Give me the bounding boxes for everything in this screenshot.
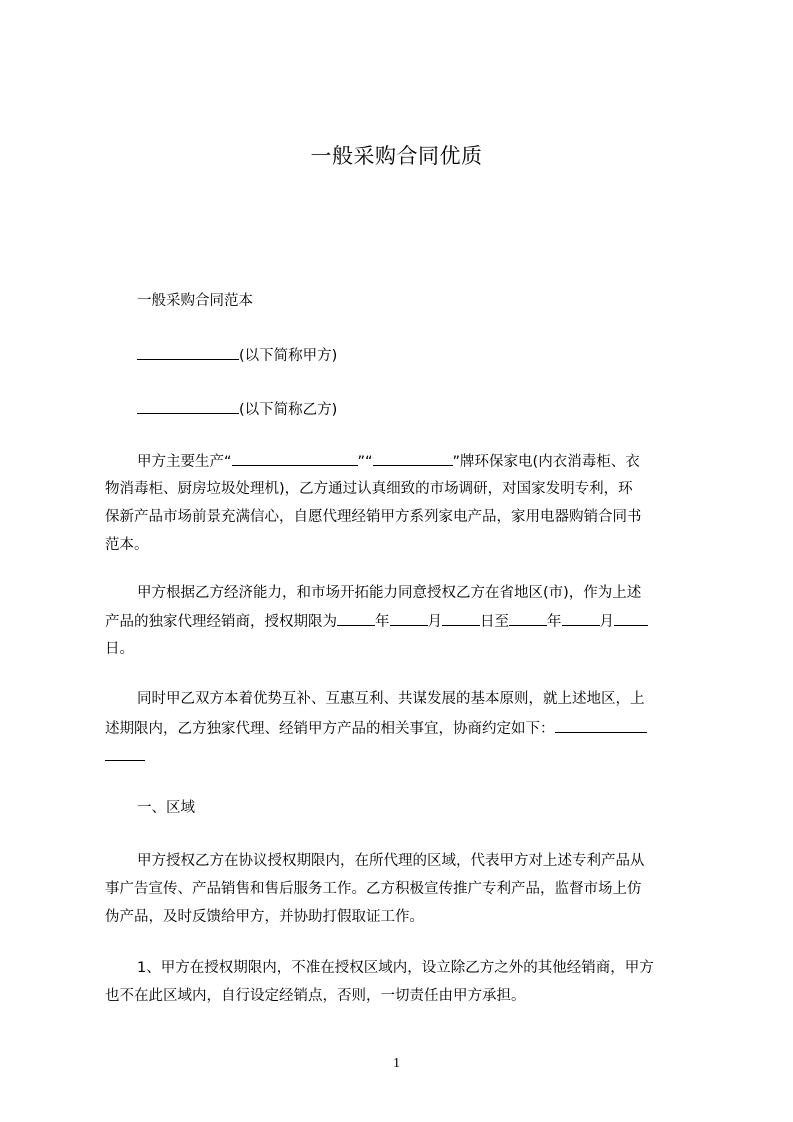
para2-line1: 甲方根据乙方经济能力，和市场开拓能力同意授权乙方在省地区(市)，作为上述 (137, 585, 642, 601)
para2-line2: 产品的独家代理经销商，授权期限为 年 月 日至 年 月 (105, 611, 699, 632)
end-year-blank (509, 611, 547, 626)
para3-line3 (105, 746, 699, 767)
start-year-blank (337, 611, 375, 626)
para3-line1: 同时甲乙双方本着优势互补、互惠互利、共谋发展的基本原则，就上述地区，上 (137, 691, 645, 707)
brand-blank (373, 451, 453, 466)
party-b-blank (137, 399, 239, 414)
para1-line1: 甲方主要生产“ ”“ ”牌环保家电(内衣消毒柜、衣 (137, 451, 731, 472)
party-a-line: (以下简称甲方) (137, 345, 731, 366)
start-month-blank (390, 611, 428, 626)
end-day-blank (614, 611, 648, 626)
para4-line2: 事广告宣传、产品销售和售后服务工作。乙方积极宣传推广专利产品，监督市场上仿 (105, 881, 642, 897)
party-a-blank (137, 345, 239, 360)
para1-line3: 保新产品市场前景充满信心，自愿代理经销甲方系列家电产品，家用电器购销合同书 (105, 509, 642, 525)
agreement-blank (555, 718, 647, 733)
para5-line1: 1、甲方在授权期限内，不准在授权区域内，设立除乙方之外的其他经销商，甲方 (137, 960, 654, 976)
para3-line2: 述期限内，乙方独家代理、经销甲方产品的相关事宜，协商约定如下： (105, 718, 699, 739)
para5-line2: 也不在此区域内，自行设定经销点，否则，一切责任由甲方承担。 (105, 988, 526, 1004)
para2-line3: 日。 (105, 641, 134, 657)
agreement-blank-cont (105, 746, 145, 761)
para4-line1: 甲方授权乙方在协议授权期限内，在所代理的区域，代表甲方对上述专利产品从 (137, 853, 645, 869)
start-day-blank (442, 611, 480, 626)
product-blank-1 (232, 451, 358, 466)
section-region-heading: 一、区域 (137, 800, 195, 816)
para1-line2: 物消毒柜、厨房垃圾处理机)，乙方通过认真细致的市场调研，对国家发明专利，环 (105, 481, 633, 497)
para1-line4: 范本。 (105, 537, 149, 553)
page-number: 1 (393, 1056, 400, 1071)
document-title: 一般采购合同优质 (310, 144, 483, 168)
end-month-blank (562, 611, 600, 626)
party-b-line: (以下简称乙方) (137, 399, 731, 420)
para4-line3: 伪产品，及时反馈给甲方，并协助打假取证工作。 (105, 909, 424, 925)
contract-heading: 一般采购合同范本 (137, 293, 253, 309)
